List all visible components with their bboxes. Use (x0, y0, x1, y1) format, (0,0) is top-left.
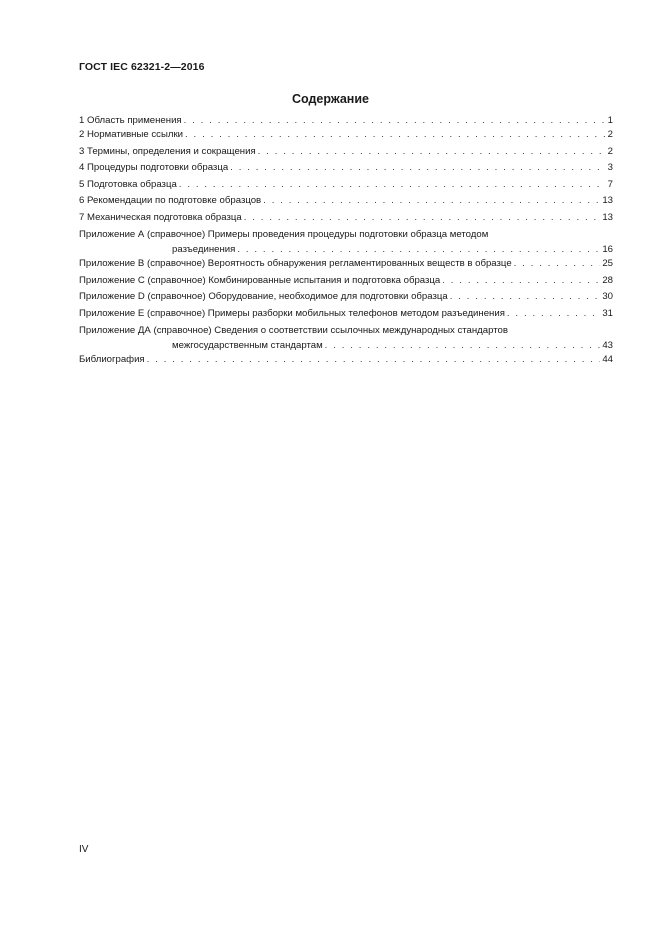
page-number: IV (79, 844, 89, 855)
toc-leader-dots (244, 210, 601, 227)
toc-entry-page: 3 (607, 162, 613, 174)
toc-entry-appendix-a[interactable] (79, 227, 613, 257)
toc-entry-page: 25 (602, 258, 613, 270)
toc-entry-label-continuation: разъединения (172, 244, 236, 256)
toc-entry-page: 1 (607, 115, 613, 126)
toc-entry-appendix-d[interactable] (79, 289, 613, 306)
toc-leader-dots (184, 114, 606, 127)
document-code: ГОСТ IEC 62321-2—2016 (79, 61, 205, 73)
toc-leader-dots (230, 160, 605, 177)
toc-entry-3[interactable] (79, 144, 613, 161)
toc-entry-page: 13 (602, 195, 613, 207)
toc-leader-dots (237, 243, 600, 256)
toc-entry-bibliography[interactable] (79, 352, 613, 369)
toc-entry-label: Приложение А (справочное) Примеры проведения процедуры подготовки образца методом (79, 228, 489, 240)
toc-entry-appendix-c[interactable] (79, 273, 613, 290)
toc-entry-page: 44 (602, 354, 613, 366)
toc-entry-label: 4 Процедуры подготовки образца (79, 162, 229, 174)
toc-entry-label: 1 Область применения (79, 115, 182, 126)
toc-leader-dots (507, 306, 600, 323)
toc-entry-6[interactable] (79, 193, 613, 210)
toc-leader-dots (185, 127, 606, 144)
toc-entry-appendix-e[interactable] (79, 306, 613, 323)
toc-entry-1[interactable] (79, 114, 613, 127)
toc-entry-5[interactable] (79, 177, 613, 194)
toc-entry-page: 16 (602, 244, 613, 256)
toc-leader-dots (263, 193, 600, 210)
toc-leader-dots (258, 144, 606, 161)
toc-leader-dots (147, 352, 601, 369)
toc-entry-label: Приложение С (справочное) Комбинированные испытания и подготовка образца (79, 274, 441, 286)
toc-leader-dots (450, 289, 601, 306)
toc-leader-dots (179, 177, 606, 194)
toc-entry-label: Приложение ДА (справочное) Сведения о соответствии ссылочных международных стандартов (79, 324, 508, 336)
toc-entry-7[interactable] (79, 210, 613, 227)
table-of-contents (79, 114, 613, 369)
toc-entry-label: Приложение D (справочное) Оборудование, необходимое для подготовки образца (79, 291, 448, 303)
toc-leader-dots (325, 339, 601, 352)
toc-entry-label: Библиография (79, 354, 145, 366)
toc-leader-dots (442, 273, 600, 290)
toc-entry-appendix-b[interactable] (79, 256, 613, 273)
toc-entry-page: 13 (602, 211, 613, 223)
toc-entry-label: 5 Подготовка образца (79, 178, 177, 190)
toc-leader-dots (514, 256, 601, 273)
toc-entry-4[interactable] (79, 160, 613, 177)
toc-entry-page: 28 (602, 274, 613, 286)
toc-entry-label: 3 Термины, определения и сокращения (79, 145, 256, 157)
toc-entry-appendix-da[interactable] (79, 323, 613, 353)
toc-entry-label: Приложение Е (справочное) Примеры разборки мобильных телефонов методом разъединения (79, 307, 505, 319)
toc-entry-label-continuation: межгосударственным стандартам (172, 340, 323, 352)
toc-entry-label: 6 Рекомендации по подготовке образцов (79, 195, 262, 207)
toc-entry-label: 7 Механическая подготовка образца (79, 211, 242, 223)
toc-entry-label: Приложение В (справочное) Вероятность обнаружения регламентированных веществ в образце (79, 258, 512, 270)
toc-entry-page: 2 (607, 145, 613, 157)
toc-entry-label: 2 Нормативные ссылки (79, 129, 184, 140)
toc-entry-page: 30 (602, 291, 613, 303)
toc-title: Содержание (291, 92, 369, 106)
toc-entry-page: 43 (602, 340, 613, 352)
toc-entry-2[interactable] (79, 127, 613, 144)
toc-entry-page: 2 (607, 129, 613, 140)
toc-entry-page: 31 (602, 307, 613, 319)
toc-entry-page: 7 (607, 178, 613, 190)
